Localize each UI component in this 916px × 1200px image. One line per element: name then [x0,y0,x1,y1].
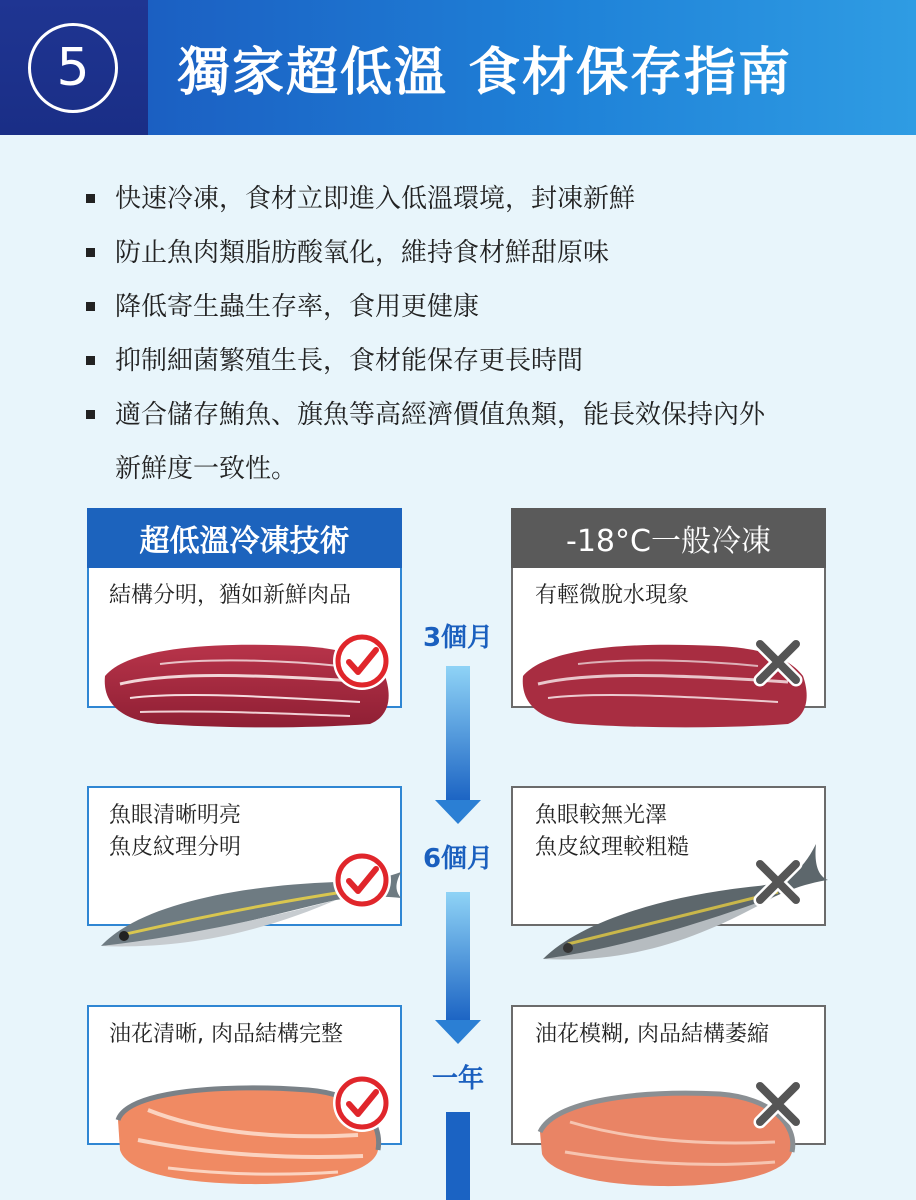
card-description: 結構分明，猶如新鮮肉品 [109,583,352,608]
down-arrow-icon [435,800,481,824]
down-arrow-icon [435,1020,481,1044]
page-header [0,0,916,135]
timeline-label-3-months: 3個月 [422,623,494,653]
check-circle-icon [331,630,393,692]
card-description: 油花模糊, 肉品結構萎縮 [535,1022,769,1047]
cross-icon [752,856,804,908]
check-circle-icon [331,1072,393,1134]
timeline-label-1-year: 一年 [431,1064,484,1094]
bullet-square-icon [86,410,95,419]
card-description: 油花清晰, 肉品結構完整 [109,1022,343,1047]
list-item: 降低寄生蟲生存率，食用更健康 [86,280,846,334]
page-title: 獨家超低溫 食材保存指南 [178,43,793,103]
standard-freeze-header: -18°C一般冷凍 [511,508,826,568]
card-description: 魚眼較無光澤 魚皮紋理較粗糙 [535,803,690,860]
cross-icon [752,636,804,688]
timeline-bar [446,1112,470,1200]
card-description: 魚眼清晰明亮 魚皮紋理分明 [109,803,242,860]
step-number-badge: 5 [28,23,118,113]
card-description: 有輕微脫水現象 [535,583,690,608]
cross-icon [752,1078,804,1130]
list-item: 防止魚肉類脂肪酸氧化，維持食材鮮甜原味 [86,226,846,280]
bullet-square-icon [86,302,95,311]
timeline-bar [446,666,470,802]
ultra-low-temp-header: 超低溫冷凍技術 [87,508,402,568]
timeline-label-6-months: 6個月 [422,844,494,874]
step-badge-area [0,0,148,135]
list-item: 快速冷凍，食材立即進入低溫環境，封凍新鮮 [86,172,846,226]
timeline-bar [446,892,470,1022]
title-bar [148,0,916,135]
list-item: 適合儲存鮪魚、旗魚等高經濟價值魚類，能長效保持內外 新鮮度一致性。 [86,388,846,496]
feature-list [86,172,846,496]
bullet-square-icon [86,194,95,203]
bullet-square-icon [86,248,95,257]
check-circle-icon [331,849,393,911]
bullet-square-icon [86,356,95,365]
list-item: 抑制細菌繁殖生長，食材能保存更長時間 [86,334,846,388]
